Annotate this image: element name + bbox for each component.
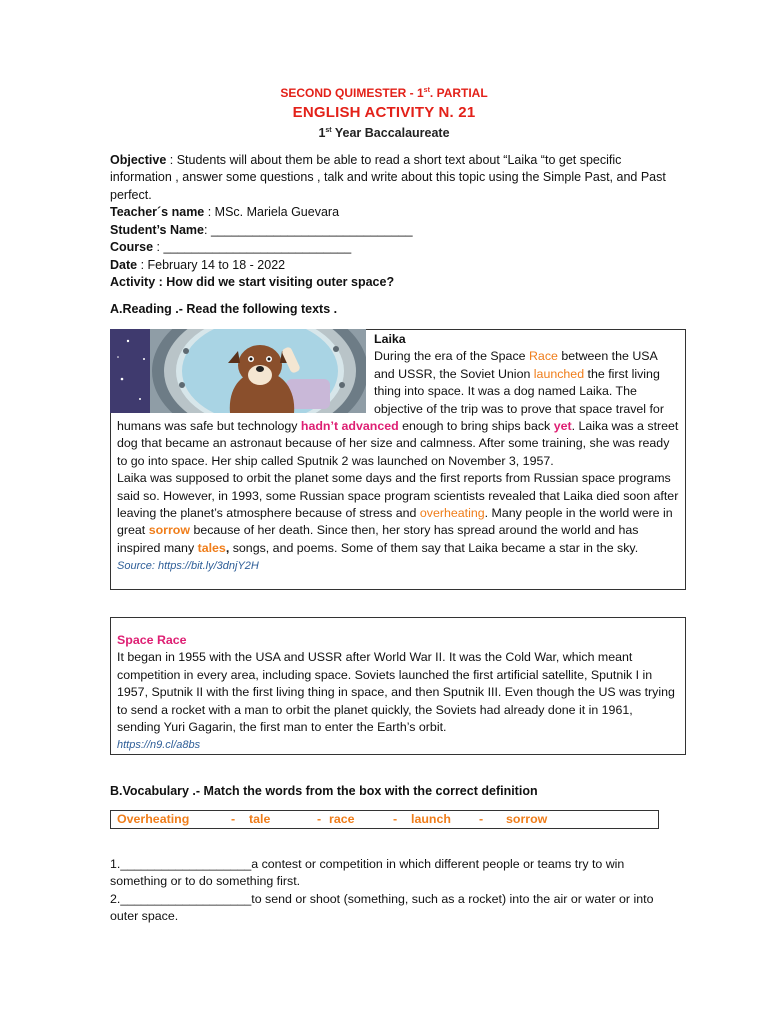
space-race-text: Space Race It began in 1955 with the USA and USSR after World War II. It was the Cold War, which meant competition in every area, including space. Soviets launched the first artificial satellite, Sputnik I in 1957, Sputnik II with the first living thing in space, and then Sputnik III. Even though the US was trying to send a rocket with a man to orbit the planet quickly, the Soviets had already done it in 1961, sending Yuri Gagarin, the first man to enter the Earth’s orbit. https://n9.cl/a8bs [117, 633, 675, 752]
course-line: Course : ___________________________ [110, 240, 352, 254]
section-a-heading: A.Reading .- Read the following texts . [110, 302, 338, 316]
semester-heading: SECOND QUIMESTER - 1st. PARTIAL [280, 86, 488, 100]
laika-reading-box [110, 329, 686, 590]
word-tale: tale [249, 812, 271, 826]
laika-title: Laika [374, 332, 406, 346]
space-race-title: Space Race [117, 633, 187, 647]
section-b-heading: B.Vocabulary .- Match the words from the box with the correct definition [110, 784, 538, 798]
objective-text: : Students will about them be able to read a short text about “Laika “to get specific information , answer some questions , talk and write about this topic using the Simple Past, and Past perfect. [110, 153, 666, 202]
year-heading: 1st Year Baccalaureate [318, 126, 450, 140]
space-race-source-link[interactable]: https://n9.cl/a8bs [117, 739, 201, 752]
laika-illustration [110, 329, 366, 413]
objective-label: Objective [110, 153, 167, 167]
laika-source-link[interactable]: Source: https://bit.ly/3dnjY2H [117, 560, 259, 573]
activity-question: Activity : How did we start visiting outer space? [110, 275, 395, 289]
student-name-line: Student’s Name: _____________________________ [110, 223, 413, 237]
word-overheating: Overheating [117, 812, 190, 826]
teacher-line: Teacher´s name : MSc. Mariela Guevara [110, 205, 340, 219]
word-race: race [329, 812, 355, 826]
matching-items [110, 856, 670, 926]
date-line: Date : February 14 to 18 - 2022 [110, 258, 286, 272]
objective-block [110, 152, 670, 204]
space-race-box [110, 617, 686, 755]
activity-title: ENGLISH ACTIVITY N. 21 [292, 104, 476, 121]
laika-text: Laika During the era of the Space Race between the USA and USSR, the Soviet Union launched the first living thing into space. It was a dog named Laika. The objective of the trip was to prove that space travel for humans was safe but technology hadn’t advanced enough to bring ships back yet. Laika was a street dog that became an astronaut because of her size and calmness. After some training, she was ready to go into space. Her ship called Sputnik 2 was launched on November 3, 1957. Laika was supposed to orbit the planet some days and the first reports from Russian space programs said so. However, in 1993, some Russian space program scientists revealed that Laika died soon after leaving the planet’s atmosphere because of stress and overheating. Many people in the world were in great sorrow because of her death. Since then, her story has spread around the world and has inspired many tales, songs, and poems. Some of them say that Laika became a star in the sky. Source: https://bit.ly/3dnjY2H [117, 332, 679, 573]
word-launch: launch [411, 812, 451, 826]
matching-item[interactable]: 1.___________________a contest or competition in which different people or teams try to win something or to do something first. [110, 857, 625, 889]
word-sorrow: sorrow [506, 812, 548, 826]
vocabulary-word-box: Overheating - tale - race - launch - sorrow [110, 810, 659, 829]
matching-item[interactable]: 2.___________________to send or shoot (something, such as a rocket) into the air or water or into outer space. [110, 891, 654, 924]
